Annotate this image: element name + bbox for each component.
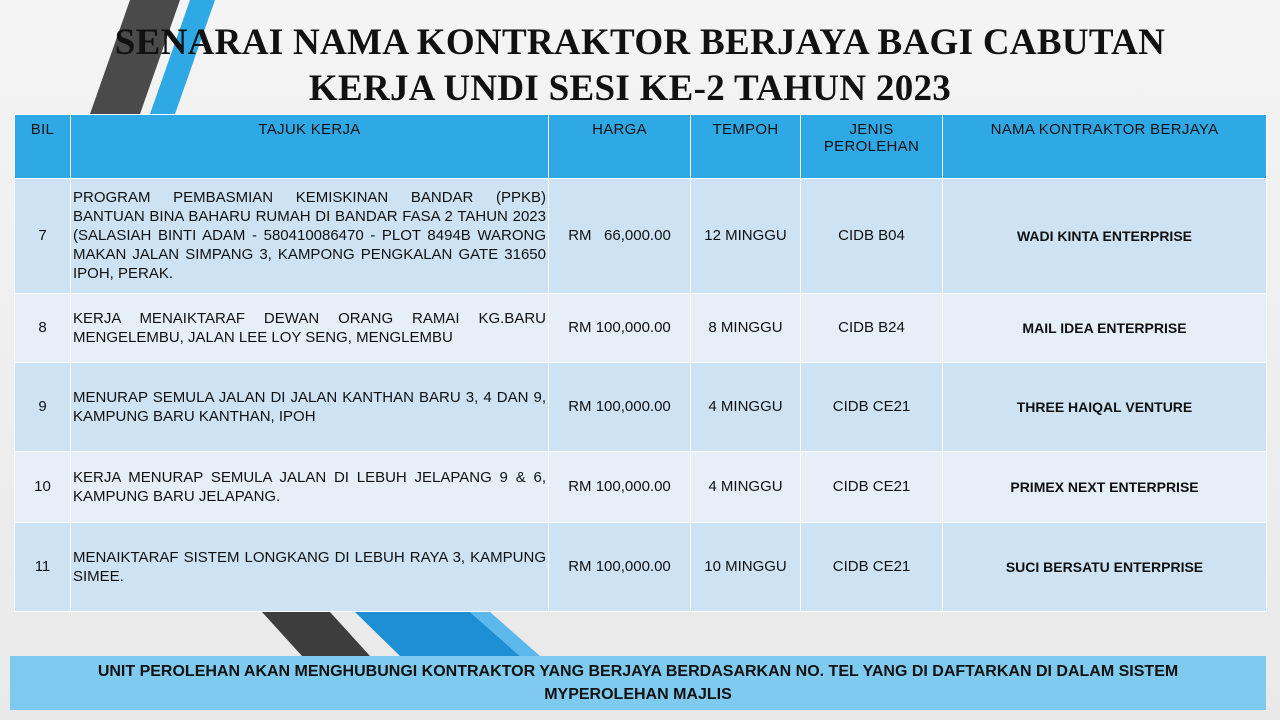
cell-tajuk-kerja: KERJA MENAIKTARAF DEWAN ORANG RAMAI KG.BARU MENGELEMBU, JALAN LEE LOY SENG, MENGLEMBU (71, 293, 549, 362)
stripe-dark-bottom (262, 612, 370, 656)
table-row (15, 451, 1267, 522)
cell-jenis-perolehan: CIDB B24 (801, 293, 943, 362)
cell-harga: RM 66,000.00 (549, 179, 691, 294)
cell-harga: RM 100,000.00 (549, 451, 691, 522)
table-row (15, 362, 1267, 451)
cell-bil: 7 (15, 179, 71, 294)
cell-bil: 8 (15, 293, 71, 362)
cell-jenis-perolehan: CIDB B04 (801, 179, 943, 294)
cell-nama-kontraktor: MAIL IDEA ENTERPRISE (943, 293, 1267, 362)
cell-jenis-perolehan: CIDB CE21 (801, 451, 943, 522)
header-bil: BIL (15, 115, 71, 179)
cell-bil: 10 (15, 451, 71, 522)
footer-line1: UNIT PEROLEHAN AKAN MENGHUBUNGI KONTRAKTOR YANG BERJAYA BERDASARKAN NO. TEL YANG DI DAFTARKAN DI DALAM SISTEM (97, 663, 1179, 680)
table-row (15, 293, 1267, 362)
cell-nama-kontraktor: SUCI BERSATU ENTERPRISE (943, 522, 1267, 611)
cell-jenis-perolehan: CIDB CE21 (801, 362, 943, 451)
cell-harga: RM 100,000.00 (549, 293, 691, 362)
cell-jenis-perolehan: CIDB CE21 (801, 522, 943, 611)
cell-tempoh: 12 MINGGU (691, 179, 801, 294)
table-row (15, 522, 1267, 611)
title-line2: KERJA UNDI SESI KE-2 TAHUN 2023 (308, 68, 952, 109)
cell-tempoh: 8 MINGGU (691, 293, 801, 362)
cell-nama-kontraktor: PRIMEX NEXT ENTERPRISE (943, 451, 1267, 522)
header-tajuk-kerja: TAJUK KERJA (71, 115, 549, 179)
page-title (0, 20, 1280, 112)
contractor-table (14, 114, 1267, 612)
table-row (15, 179, 1267, 294)
cell-harga: RM 100,000.00 (549, 362, 691, 451)
cell-tajuk-kerja: PROGRAM PEMBASMIAN KEMISKINAN BANDAR (PPKB) BANTUAN BINA BAHARU RUMAH DI BANDAR FASA 2 TAHUN 2023 (SALASIAH BINTI ADAM - 580410086470 - PLOT 8494B WARONG MAKAN JALAN SIMPANG 3, KAMPONG PENGKALAN GATE 31650 IPOH, PERAK. (71, 179, 549, 294)
cell-harga: RM 100,000.00 (549, 522, 691, 611)
cell-tempoh: 4 MINGGU (691, 362, 801, 451)
table-header-row (15, 115, 1267, 179)
cell-bil: 11 (15, 522, 71, 611)
cell-tempoh: 4 MINGGU (691, 451, 801, 522)
cell-tajuk-kerja: MENAIKTARAF SISTEM LONGKANG DI LEBUH RAYA 3, KAMPUNG SIMEE. (71, 522, 549, 611)
footer-notice (10, 656, 1266, 710)
footer-line2: MYPEROLEHAN MAJLIS (544, 686, 732, 703)
header-nama-kontraktor: NAMA KONTRAKTOR BERJAYA (943, 115, 1267, 179)
cell-tajuk-kerja: MENURAP SEMULA JALAN DI JALAN KANTHAN BARU 3, 4 DAN 9, KAMPUNG BARU KANTHAN, IPOH (71, 362, 549, 451)
header-tempoh: TEMPOH (691, 115, 801, 179)
cell-nama-kontraktor: WADI KINTA ENTERPRISE (943, 179, 1267, 294)
cell-tempoh: 10 MINGGU (691, 522, 801, 611)
header-harga: HARGA (549, 115, 691, 179)
cell-tajuk-kerja: KERJA MENURAP SEMULA JALAN DI LEBUH JELAPANG 9 & 6, KAMPUNG BARU JELAPANG. (71, 451, 549, 522)
title-line1: SENARAI NAMA KONTRAKTOR BERJAYA BAGI CABUTAN (114, 22, 1166, 63)
header-jenis-perolehan: JENIS PEROLEHAN (801, 115, 943, 179)
cell-nama-kontraktor: THREE HAIQAL VENTURE (943, 362, 1267, 451)
cell-bil: 9 (15, 362, 71, 451)
